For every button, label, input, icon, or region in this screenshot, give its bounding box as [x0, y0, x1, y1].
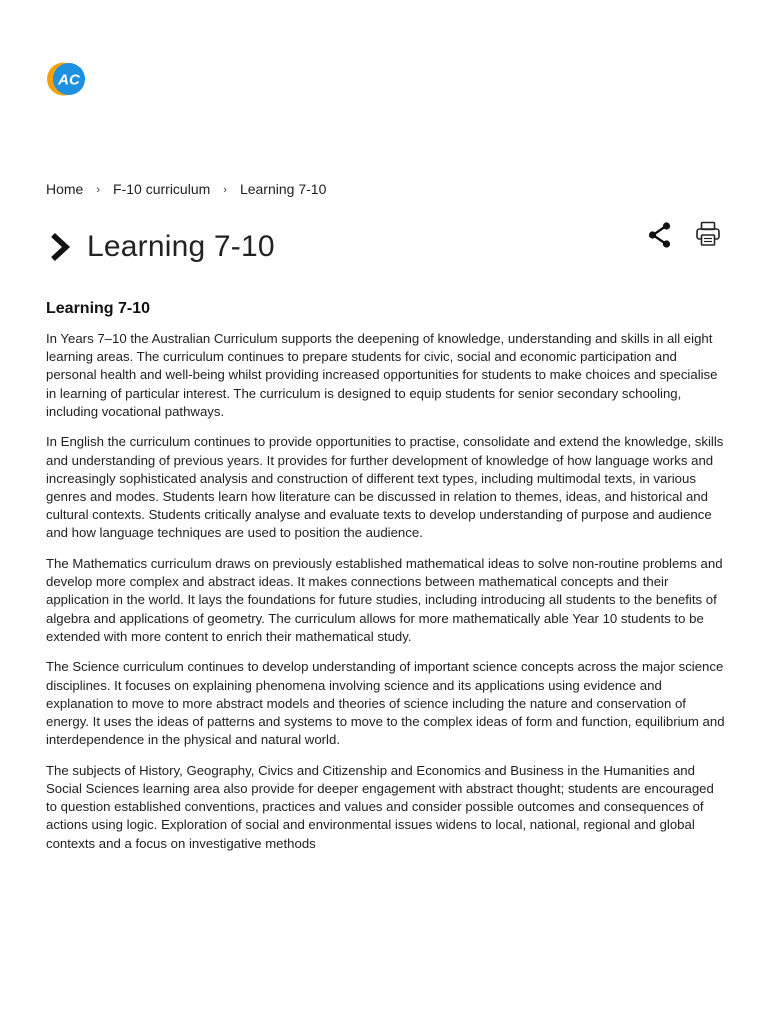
page-title: Learning 7-10 [87, 230, 275, 263]
paragraph-science: The Science curriculum continues to develop understanding of important science concepts across the major science disciplines. It focuses on explaining phenomena involving science and its applications using evidence and explanation to move to more abstract models and theories of science including the nature and conservation of energy. It uses the ideas of patterns and systems to move to the complex ideas of form and function, equilibrium and interdependence in the physical and natural world. [46, 659, 725, 748]
breadcrumb-separator: › [223, 184, 227, 196]
share-icon[interactable] [646, 221, 674, 249]
title-row [48, 230, 275, 264]
breadcrumb-home[interactable]: Home [46, 181, 84, 197]
ac-logo[interactable] [47, 61, 87, 97]
breadcrumb-f10-curriculum[interactable]: F-10 curriculum [113, 181, 211, 197]
section-heading: Learning 7-10 [46, 300, 151, 317]
paragraph-humanities: The subjects of History, Geography, Civics and Citizenship and Economics and Business in the Humanities and Social Sciences learning area also provide for deeper engagement with abstract thought; students are encouraged to question established conventions, practices and values and consider possible outcomes and consequences of actions using logic. Exploration of social and environmental issues widens to local, national, regional and global contexts and a focus on investigative methods [46, 762, 714, 851]
paragraph-overview: In Years 7–10 the Australian Curriculum supports the deepening of knowledge, understanding and skills in all eight learning areas. The curriculum continues to prepare students for civic, social and economic participation and personal health and well-being whilst providing increased opportunities for students to make choices and specialise in learning of particular interest. The curriculum is designed to equip students for senior secondary schooling, including vocational pathways. [46, 331, 718, 419]
logo-text: AC [58, 71, 80, 89]
main-content [46, 300, 726, 865]
breadcrumb-current: Learning 7-10 [239, 181, 327, 197]
print-icon[interactable] [694, 220, 722, 248]
chevron-right-icon [48, 232, 72, 262]
breadcrumb [46, 181, 326, 197]
paragraph-mathematics: The Mathematics curriculum draws on previously established mathematical ideas to solve non-routine problems and develop more complex and abstract ideas. It makes connections between mathematical concepts and their application in the world. It lays the foundations for future studies, including introducing all students to the benefits of algebra and applications of geometry. The curriculum allows for more mathematically able Year 10 students to be extended with more content to enrich their mathematical study. [46, 556, 723, 644]
breadcrumb-separator: › [96, 184, 101, 196]
paragraph-english: In English the curriculum continues to provide opportunities to practise, consolidate and extend the knowledge, skills and understanding of previous years. It provides for further development of knowledge of how language works and increasingly sophisticated analysis and construction of different text types, including multimodal texts, in various genres and modes. Students learn how literature can be discussed in relation to themes, ideas, and historical and cultural contexts. Students critically analyse and evaluate texts to develop understanding of purpose and audience and how language techniques are used to position the audience. [46, 434, 724, 541]
